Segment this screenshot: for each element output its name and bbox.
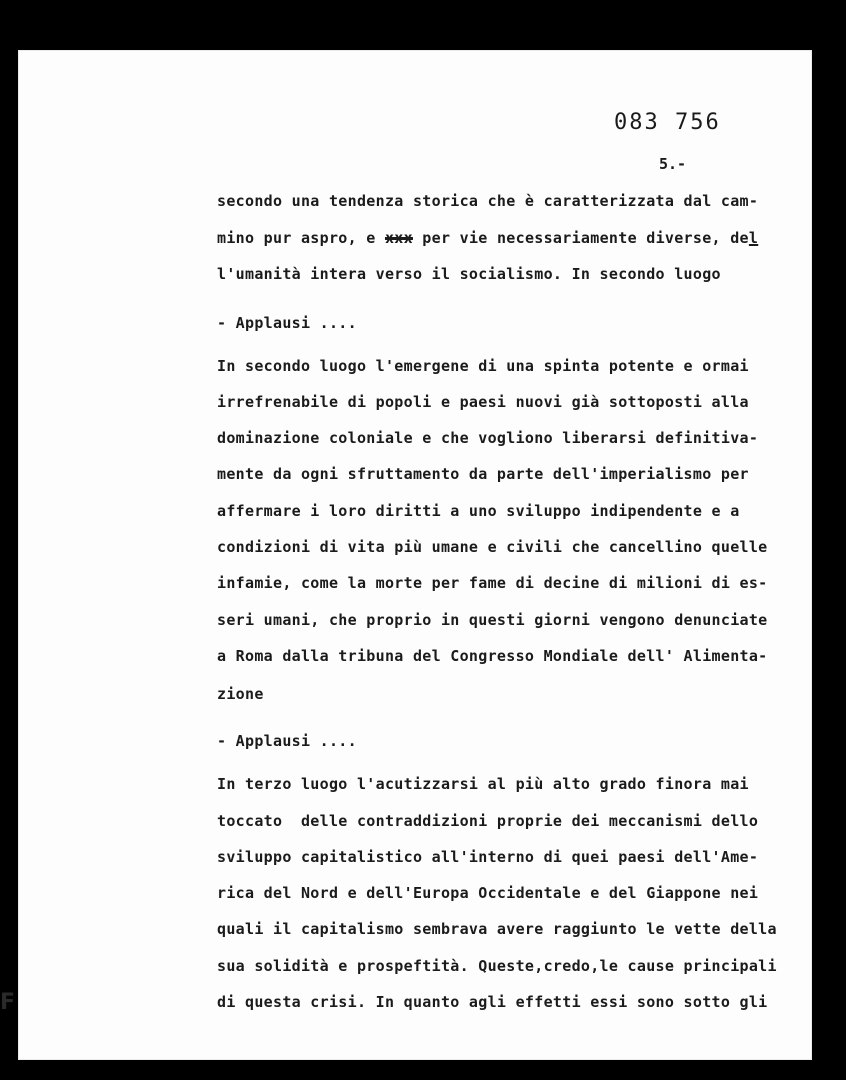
struck-out-text: xxx xyxy=(384,229,413,247)
text-line: dominazione coloniale e che vogliono liberarsi definitiva- xyxy=(217,429,759,447)
document-number: 083 756 xyxy=(614,110,721,135)
text-line: sua solidità e prospeftità. Queste,credo,le cause principali xyxy=(217,957,777,975)
text-line: affermare i loro diritti a uno sviluppo indipendente e a xyxy=(217,502,740,520)
text-line: l'umanità intera verso il socialismo. In secondo luogo xyxy=(217,265,721,283)
applause-note: - Applausi .... xyxy=(217,314,357,332)
text-line: In secondo luogo l'emergene di una spinta potente e ormai xyxy=(217,357,749,375)
text-line xyxy=(217,229,758,247)
text-line: quali il capitalismo sembrava avere raggiunto le vette della xyxy=(217,920,777,938)
text-line: toccato delle contraddizioni proprie dei meccanismi dello xyxy=(217,812,759,830)
text-line: secondo una tendenza storica che è caratterizzata dal cam- xyxy=(217,192,759,210)
text-line: mente da ogni sfruttamento da parte dell'imperialismo per xyxy=(217,465,749,483)
text-line: In terzo luogo l'acutizzarsi al più alto grado finora mai xyxy=(217,775,749,793)
text-line: irrefrenabile di popoli e paesi nuovi già sottoposti alla xyxy=(217,393,749,411)
text-line: rica del Nord e dell'Europa Occidentale e del Giappone nei xyxy=(217,884,759,902)
corner-mark: F xyxy=(0,990,16,1015)
text-line: di questa crisi. In quanto agli effetti essi sono sotto gli xyxy=(217,993,768,1011)
text-line: zione xyxy=(217,685,264,703)
text-line: sviluppo capitalistico all'interno di quei paesi dell'Ame- xyxy=(217,848,759,866)
text-segment: per vie necessariamente diverse, de xyxy=(412,229,749,247)
page-number: 5.- xyxy=(659,155,687,173)
text-line: a Roma dalla tribuna del Congresso Mondiale dell' Alimenta- xyxy=(217,647,768,665)
text-line: infamie, come la morte per fame di decine di milioni di es- xyxy=(217,574,768,592)
text-line: condizioni di vita più umane e civili che cancellino quelle xyxy=(217,538,768,556)
text-segment: mino pur aspro, e xyxy=(217,229,385,247)
text-line: seri umani, che proprio in questi giorni vengono denunciate xyxy=(217,611,768,629)
applause-note: - Applausi .... xyxy=(217,732,357,750)
underlined-text: l xyxy=(748,229,759,247)
